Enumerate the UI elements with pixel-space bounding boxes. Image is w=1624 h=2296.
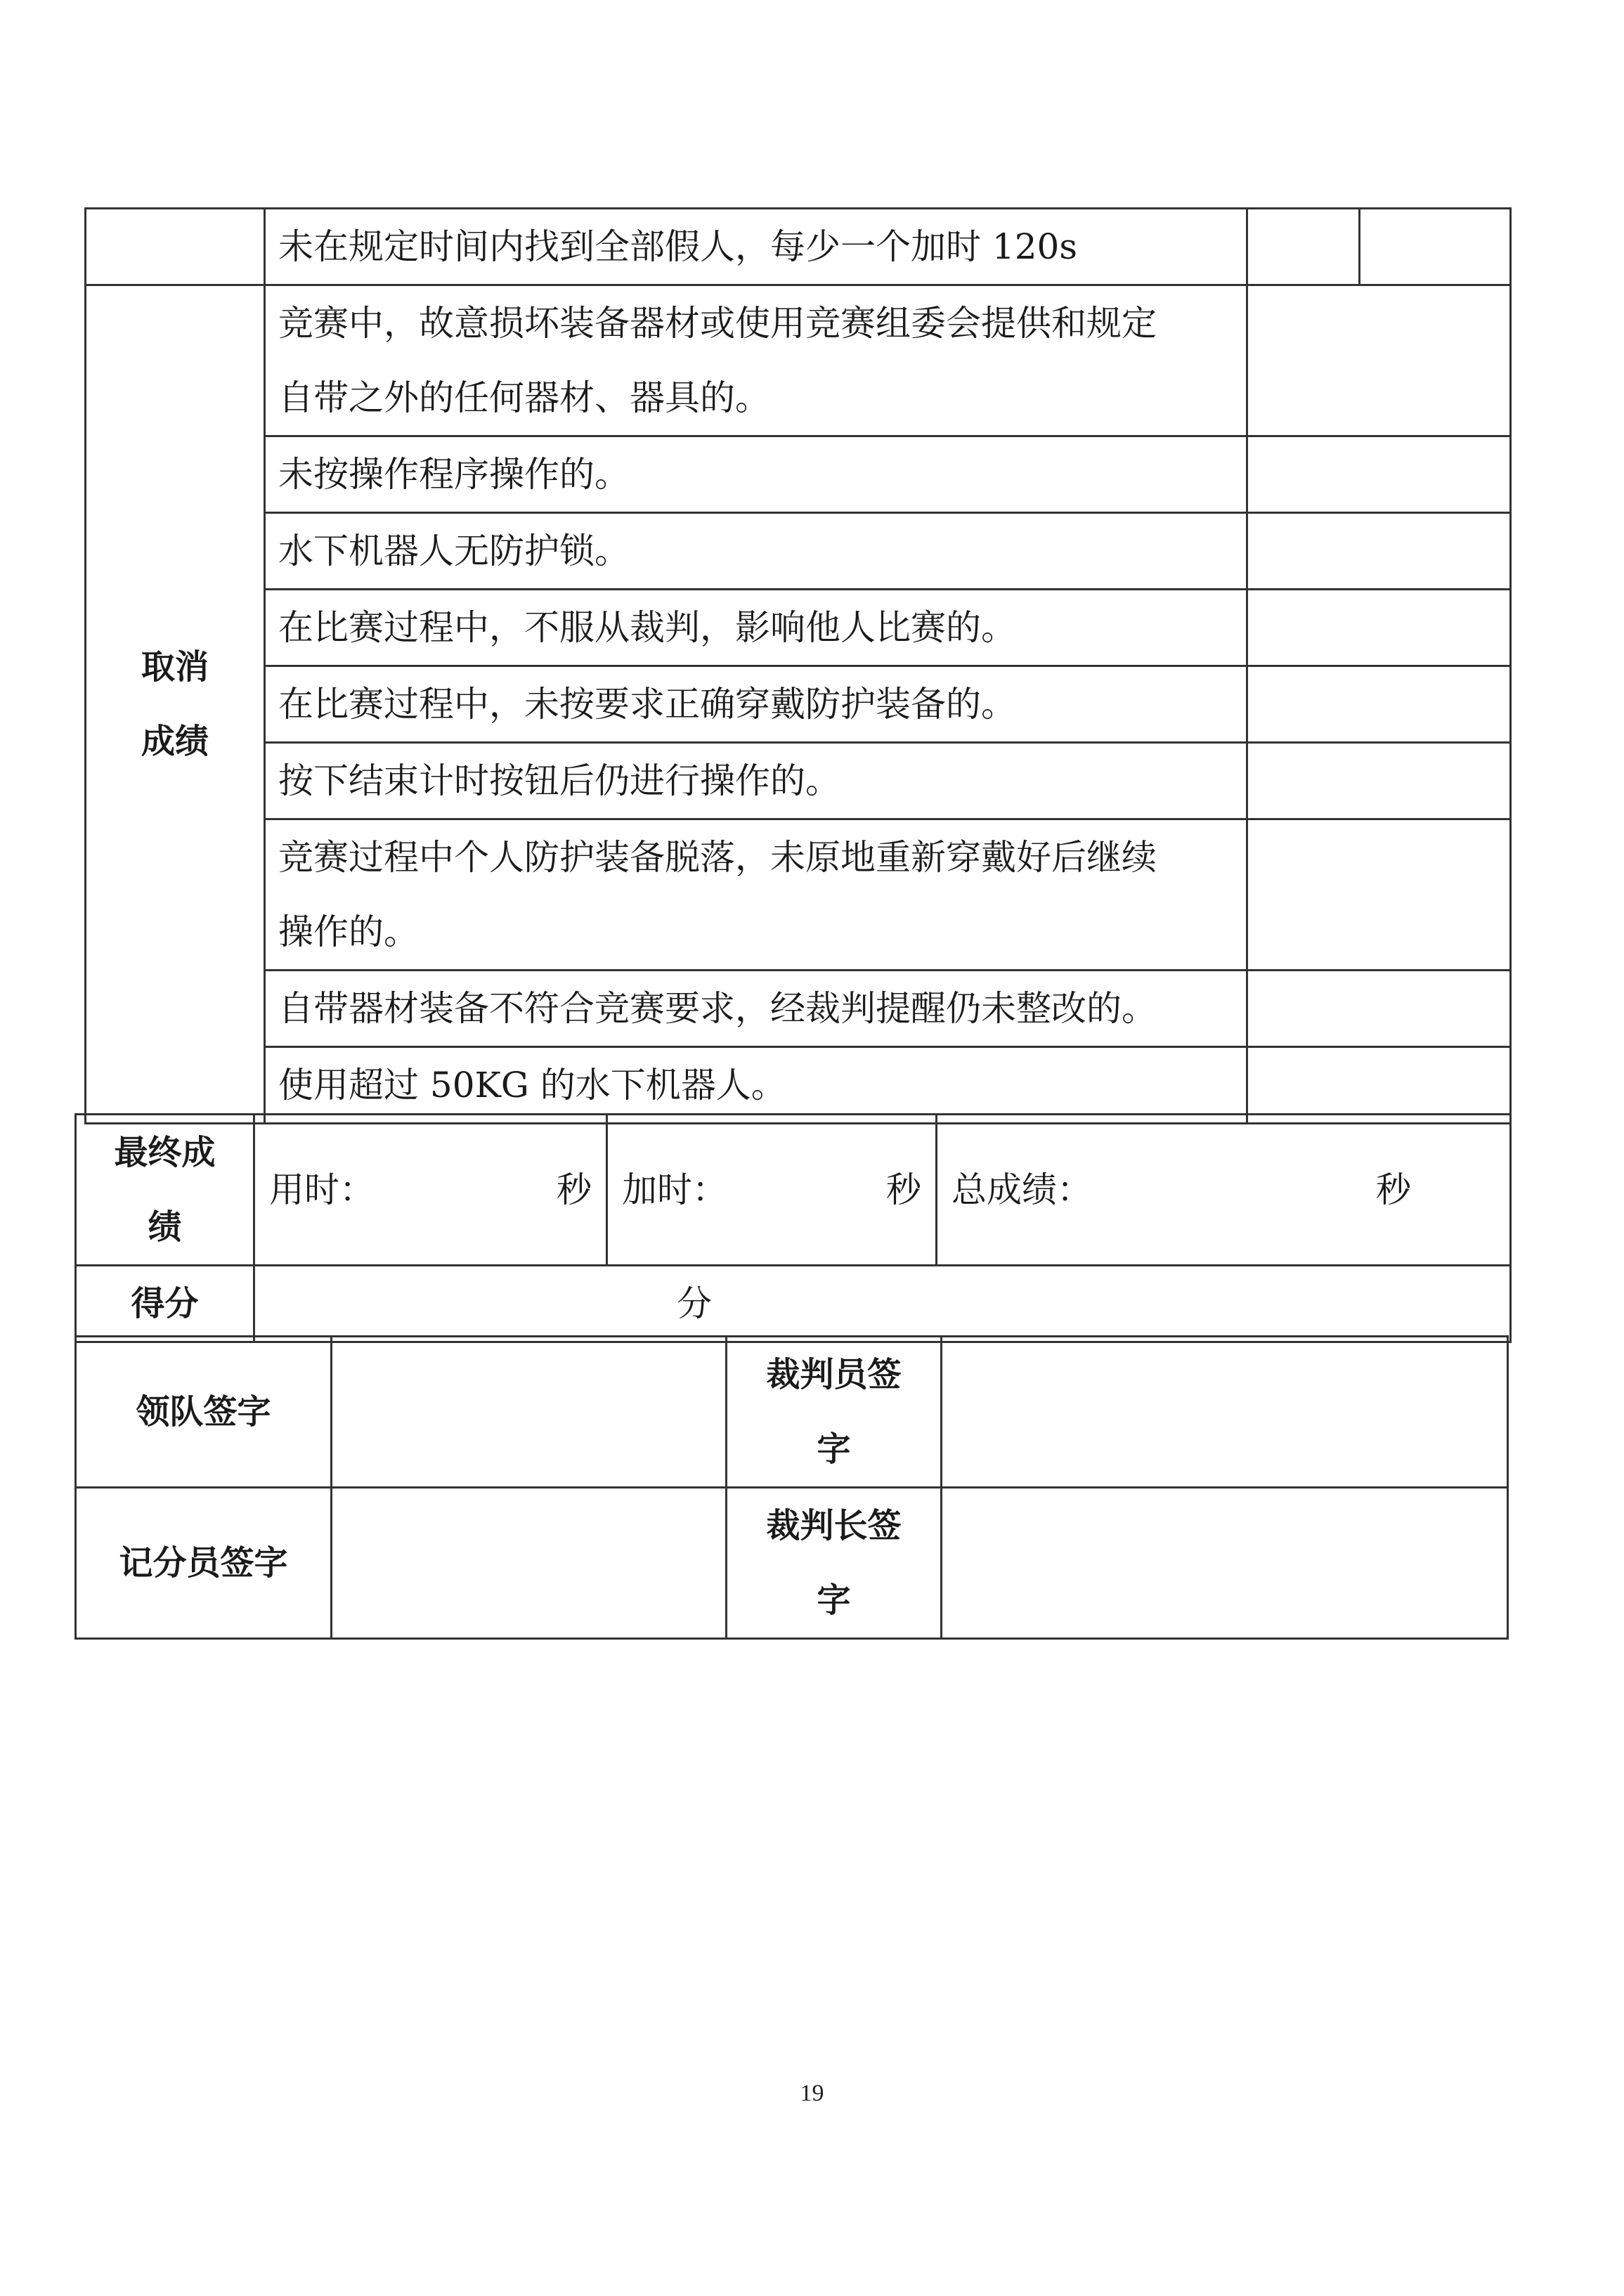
final-score-table: [74, 1113, 1512, 1343]
cancel-item: 自带器材装备不符合竞赛要求，经裁判提醒仍未整改的。: [265, 971, 1247, 1047]
table-row: [86, 819, 1511, 971]
chief-referee-sign-label: 裁判长签 字: [727, 1488, 942, 1639]
page-number: 19: [800, 2080, 824, 2106]
table-row: [86, 285, 1511, 436]
cancel-score-table: [84, 207, 1512, 1124]
table-row: [76, 1488, 1508, 1639]
total-score-label: 总成绩：: [951, 1169, 1092, 1210]
table-row: [86, 1047, 1511, 1124]
points-label: 得分: [76, 1266, 254, 1342]
team-leader-sign-field: [332, 1337, 727, 1488]
empty-cell: [1247, 513, 1511, 590]
signature-table: [74, 1335, 1509, 1640]
cancel-item: 按下结束计时按钮后仍进行操作的。: [265, 743, 1247, 819]
time-penalty-text: 未在规定时间内找到全部假人，每少一个加时 120s: [265, 209, 1247, 285]
points-cell: [254, 1266, 1511, 1342]
table-row: [76, 1266, 1511, 1342]
points-unit: 分: [677, 1283, 712, 1324]
empty-cell: [1247, 666, 1511, 743]
cancel-item: 竞赛过程中个人防护装备脱落，未原地重新穿戴好后继续 操作的。: [265, 819, 1247, 971]
table-row: [86, 436, 1511, 513]
added-time-cell: [607, 1115, 937, 1266]
empty-cell: [1247, 1047, 1511, 1124]
final-score-label: 最终成 绩: [76, 1115, 254, 1266]
empty-cell: [1247, 209, 1360, 285]
table-row: [86, 590, 1511, 666]
cancel-item: 在比赛过程中，不服从裁判，影响他人比赛的。: [265, 590, 1247, 666]
empty-cell: [1247, 971, 1511, 1047]
used-time-unit: 秒: [557, 1169, 592, 1210]
added-time-unit: 秒: [886, 1169, 921, 1210]
chief-referee-sign-field: [942, 1488, 1508, 1639]
referee-sign-field: [942, 1337, 1508, 1488]
cancel-score-label: 取消 成绩: [86, 285, 265, 1124]
table-row: [86, 971, 1511, 1047]
table-row: [86, 743, 1511, 819]
cancel-item: 水下机器人无防护锁。: [265, 513, 1247, 590]
table-row: [86, 666, 1511, 743]
table-row: [86, 513, 1511, 590]
total-score-unit: 秒: [1376, 1169, 1411, 1210]
team-leader-sign-label: 领队签字: [76, 1337, 332, 1488]
cancel-item: 竞赛中，故意损坏装备器材或使用竞赛组委会提供和规定 自带之外的任何器材、器具的。: [265, 285, 1247, 436]
scorer-sign-label: 记分员签字: [76, 1488, 332, 1639]
scorer-sign-field: [332, 1488, 727, 1639]
table-row: [76, 1115, 1511, 1266]
empty-cell: [1247, 436, 1511, 513]
empty-cell: [1360, 209, 1511, 285]
empty-cell: [1247, 819, 1511, 971]
empty-cell: [86, 209, 265, 285]
table-row: [76, 1337, 1508, 1488]
cancel-item: 使用超过 50KG 的水下机器人。: [265, 1047, 1247, 1124]
referee-sign-label: 裁判员签 字: [727, 1337, 942, 1488]
used-time-cell: [254, 1115, 607, 1266]
total-score-cell: [937, 1115, 1511, 1266]
empty-cell: [1247, 743, 1511, 819]
table-row: [86, 209, 1511, 285]
cancel-item: 未按操作程序操作的。: [265, 436, 1247, 513]
empty-cell: [1247, 590, 1511, 666]
empty-cell: [1247, 285, 1511, 436]
added-time-label: 加时：: [622, 1169, 727, 1210]
used-time-label: 用时：: [269, 1169, 375, 1210]
cancel-item: 在比赛过程中，未按要求正确穿戴防护装备的。: [265, 666, 1247, 743]
